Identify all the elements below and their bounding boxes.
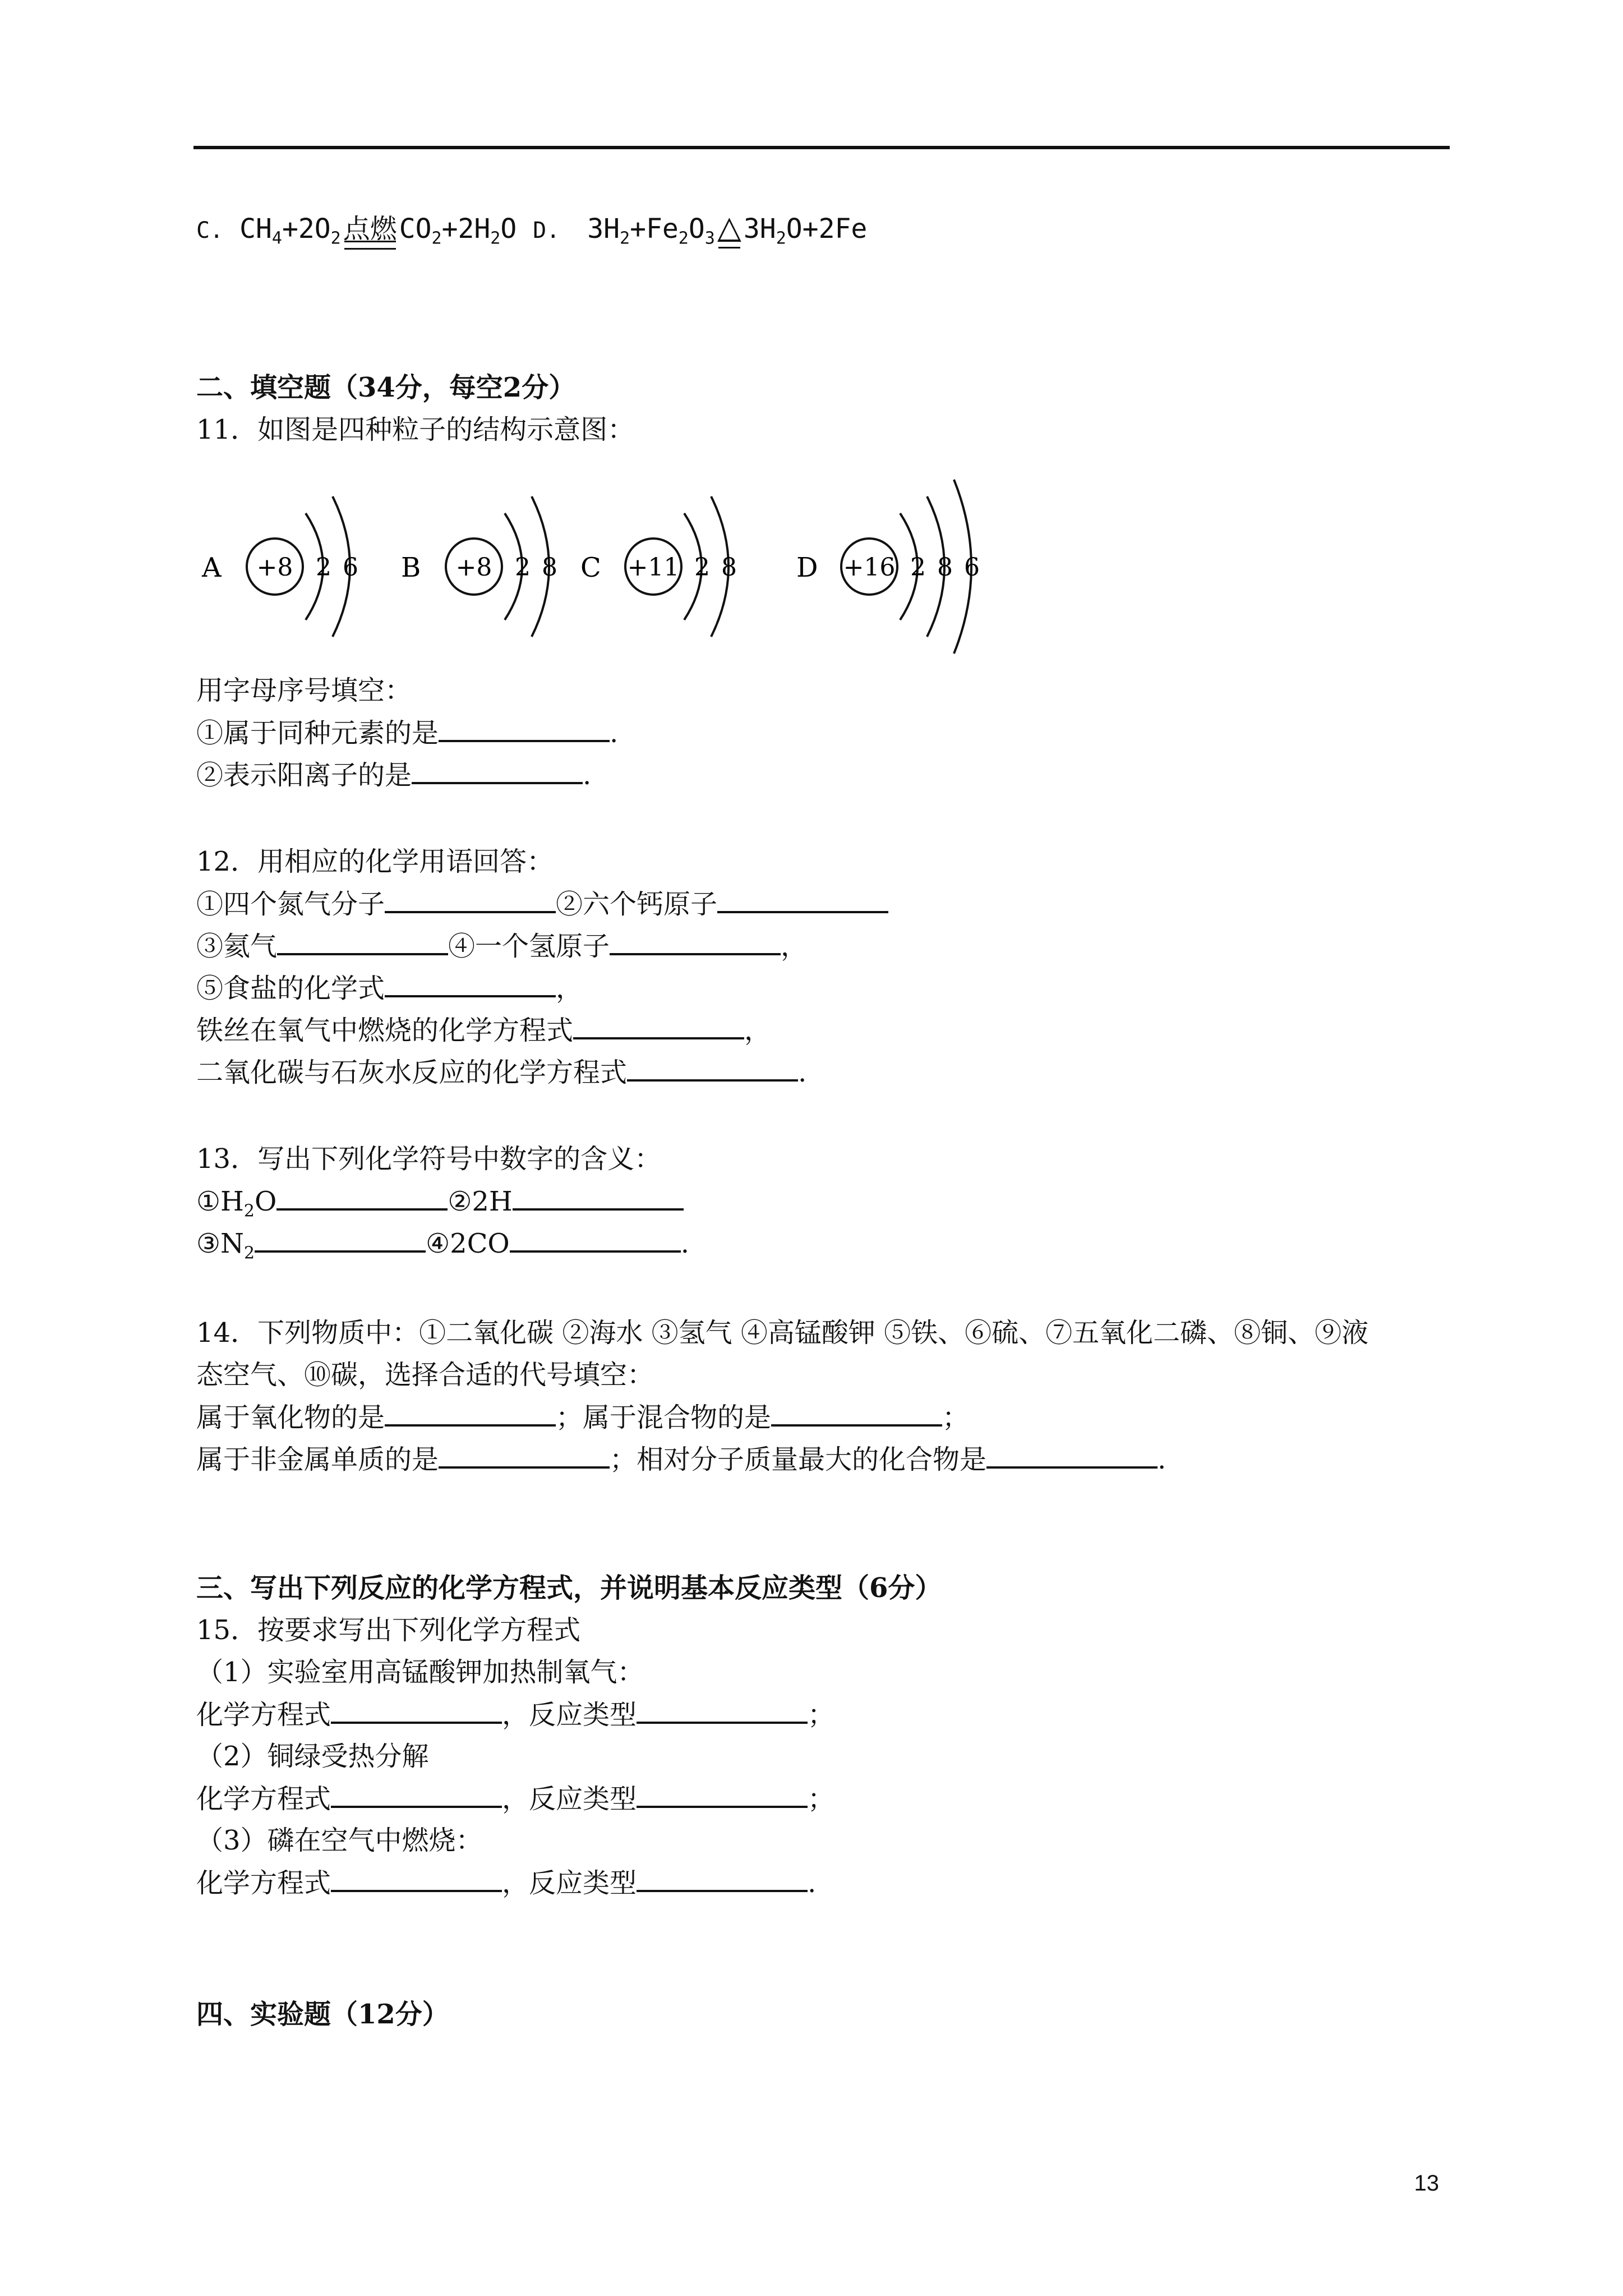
- shell-electron-count: 6: [964, 553, 980, 582]
- answer-blank[interactable]: [277, 928, 448, 955]
- shell-electron-count: 2: [694, 553, 710, 582]
- particle-label: C: [580, 552, 601, 583]
- q15-sub1: （1）实验室用高锰酸钾加热制氧气：: [196, 1657, 644, 1688]
- answer-blank[interactable]: [385, 970, 556, 997]
- nucleus-charge: +16: [843, 553, 896, 582]
- option-d-label: D.: [533, 218, 560, 243]
- q12-row5: 二氧化碳与石灰水反应的化学方程式 .: [196, 1055, 806, 1090]
- q11-item2: ②表示阳离子的是 .: [196, 757, 591, 793]
- q15-stem: 15．按要求写出下列化学方程式: [196, 1614, 581, 1646]
- shell-electron-count: 8: [721, 553, 737, 582]
- answer-blank[interactable]: [610, 928, 781, 955]
- answer-blank[interactable]: [627, 1055, 798, 1082]
- answer-blank[interactable]: [276, 1184, 448, 1211]
- options-cd: [196, 210, 867, 248]
- q13-stem: 13．写出下列化学符号中数字的含义：: [196, 1143, 662, 1175]
- section4-heading: 四、实验题（12分）: [196, 1999, 449, 2030]
- answer-blank[interactable]: [331, 1865, 502, 1892]
- particle-A: [201, 496, 358, 637]
- shell-electron-count: 8: [937, 553, 953, 582]
- answer-blank[interactable]: [385, 1400, 556, 1427]
- shell-electron-count: 2: [515, 553, 531, 582]
- q11-instruction: 用字母序号填空：: [196, 675, 412, 706]
- answer-blank[interactable]: [637, 1781, 808, 1808]
- q13-row1: $①H_2O$ ②2H: [196, 1184, 684, 1219]
- answer-blank[interactable]: [637, 1697, 808, 1724]
- answer-blank[interactable]: [637, 1865, 808, 1892]
- particle-label: D: [796, 552, 818, 583]
- answer-blank[interactable]: [331, 1697, 502, 1724]
- option-c-label: C.: [196, 218, 224, 243]
- shell-electron-count: 6: [343, 553, 358, 582]
- q15-row1: 化学方程式 ，反应类型 ；: [196, 1697, 834, 1732]
- nucleus-charge: +8: [455, 553, 492, 582]
- option-c-equation: $CH_4+2O_2$点燃$CO_2+2H_2O$: [239, 213, 533, 245]
- answer-blank[interactable]: [385, 886, 556, 913]
- header-rule: [193, 146, 1450, 149]
- section3-heading: 三、写出下列反应的化学方程式，并说明基本反应类型（6分）: [196, 1572, 942, 1604]
- particle-B: [401, 496, 557, 637]
- answer-blank[interactable]: [439, 715, 610, 742]
- section2-heading: 二、填空题（34分，每空2分）: [196, 372, 576, 403]
- nucleus-charge: +11: [627, 553, 680, 582]
- answer-blank[interactable]: [573, 1013, 744, 1039]
- answer-blank[interactable]: [255, 1226, 426, 1253]
- q12-stem: 12．用相应的化学用语回答：: [196, 846, 554, 877]
- particle-C: [580, 496, 737, 637]
- q14-row2: 属于非金属单质的是 ；相对分子质量最大的化合物是 .: [196, 1442, 1166, 1477]
- answer-blank[interactable]: [331, 1781, 502, 1808]
- atom-structure-diagrams: [185, 460, 998, 668]
- option-d-equation: $3H_2+Fe_2O_3\triangle 3H_2O+2Fe$: [587, 209, 868, 249]
- reaction-condition-heat: △: [715, 210, 744, 245]
- particle-D: [796, 480, 980, 654]
- q15-sub3: （3）磷在空气中燃烧：: [196, 1825, 483, 1856]
- answer-blank[interactable]: [513, 1184, 684, 1211]
- q14-row1: 属于氧化物的是 ；属于混合物的是 ；: [196, 1400, 969, 1435]
- q14-line1: 14．下列物质中：①二氧化碳 ②海水 ③氢气 ④高锰酸钾 ⑤铁、⑥硫、⑦五氧化二磷、⑧铜、⑨液: [196, 1317, 1369, 1349]
- answer-blank[interactable]: [986, 1442, 1158, 1469]
- answer-blank[interactable]: [439, 1442, 610, 1469]
- q11-item1: ①属于同种元素的是 .: [196, 715, 618, 751]
- q14-line2: 态空气、⑩碳，选择合适的代号填空：: [196, 1359, 654, 1391]
- q15-sub2: （2）铜绿受热分解: [196, 1741, 429, 1772]
- answer-blank[interactable]: [510, 1226, 681, 1253]
- q15-row3: 化学方程式 ，反应类型 .: [196, 1865, 816, 1901]
- answer-blank[interactable]: [717, 886, 888, 913]
- answer-blank[interactable]: [771, 1400, 942, 1427]
- particle-label: B: [401, 552, 421, 583]
- q12-row4: 铁丝在氧气中燃烧的化学方程式 ，: [196, 1013, 771, 1048]
- q12-row1: ①四个氮气分子 ②六个钙原子: [196, 886, 888, 922]
- shell-electron-count: 8: [542, 553, 557, 582]
- q11-stem: 11．如图是四种粒子的结构示意图：: [196, 414, 635, 445]
- q12-row3: ⑤食盐的化学式 ，: [196, 970, 583, 1006]
- shell-electron-count: 2: [316, 553, 331, 582]
- page-number: 13: [1414, 2171, 1439, 2196]
- q15-row2: 化学方程式 ，反应类型 ；: [196, 1781, 834, 1816]
- reaction-condition-ignite: 点燃: [341, 211, 399, 246]
- shell-electron-count: 2: [910, 553, 926, 582]
- q12-row2: ③氦气 ④一个氢原子 ，: [196, 928, 808, 964]
- nucleus-charge: +8: [256, 553, 293, 582]
- particle-label: A: [202, 552, 222, 583]
- q13-row2: $③N_2$ ④2CO .: [196, 1226, 689, 1261]
- answer-blank[interactable]: [412, 757, 583, 784]
